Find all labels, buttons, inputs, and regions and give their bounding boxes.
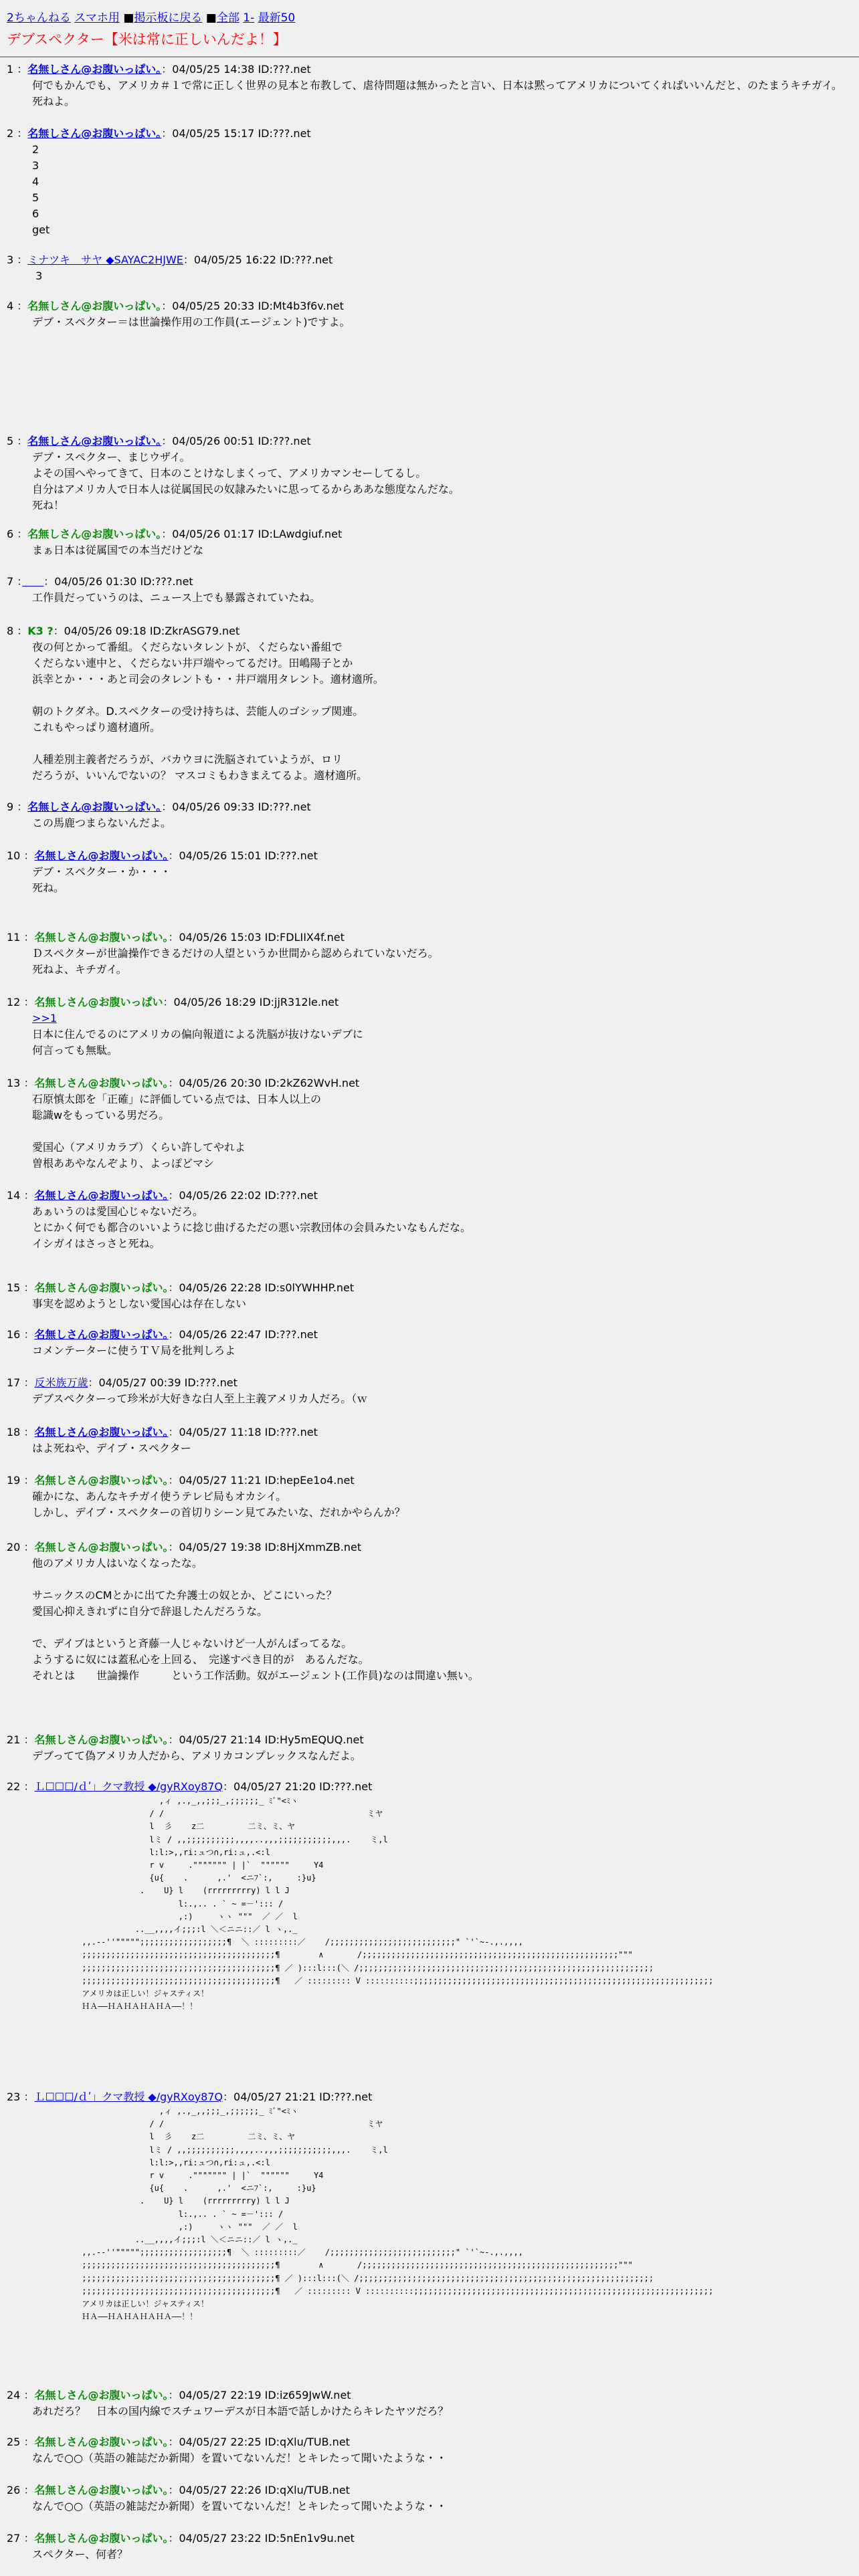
post-number[interactable]: 13 [7, 1077, 21, 1089]
reply-anchor-link[interactable]: >>1 [32, 1012, 57, 1025]
poster-name[interactable]: ミナツキ サヤ ◆SAYAC2HJWE [27, 253, 183, 266]
post-header: 25 ：名無しさん@お腹いっぱい。：04/05/27 22:25 ID:qXlu/TUB.net [7, 2436, 350, 2448]
post-header: 13 ：名無しさん@お腹いっぱい。：04/05/26 20:30 ID:2kZ62WvH.net [7, 1077, 360, 1089]
post [7, 848, 852, 896]
post-header: 23 ：Ｌ☐☐☐/ｄʹ」クマ教授 ◆/gyRXoy87Q：04/05/27 21:21 ID:???.net [7, 2090, 373, 2103]
post-meta: ：04/05/26 15:01 ID:???.net [168, 849, 318, 862]
post-header: 10 ：名無しさん@お腹いっぱい。：04/05/26 15:01 ID:???.net [7, 849, 318, 862]
post-header: 8 ：K3 ?：04/05/26 09:18 ID:ZkrASG79.net [7, 625, 240, 637]
range-link[interactable]: 1- [243, 11, 255, 25]
poster-name: K3 ? [27, 625, 54, 637]
post-number[interactable]: 14 [7, 1189, 21, 1202]
post-meta: ：04/05/26 09:18 ID:ZkrASG79.net [53, 625, 240, 637]
post [7, 1424, 852, 1457]
post-header: 1 ：名無しさん@お腹いっぱい。：04/05/25 14:38 ID:???.net [7, 63, 311, 76]
post-meta: ：04/05/26 22:47 ID:???.net [168, 1328, 318, 1341]
poster-name: 名無しさん@お腹いっぱい。 [27, 300, 162, 312]
post-header: 18 ：名無しさん@お腹いっぱい。：04/05/27 11:18 ID:???.net [7, 1426, 318, 1438]
divider [0, 56, 859, 58]
post-body: スペクター、何者？ [32, 2548, 128, 2561]
post-number[interactable]: 11 [7, 931, 21, 944]
site-link[interactable]: 2ちゃんねる [7, 11, 71, 25]
poster-name[interactable]: 名無しさん@お腹いっぱい。 [27, 800, 162, 813]
post-meta: ：04/05/27 21:21 ID:???.net [223, 2090, 373, 2103]
poster-name: 名無しさん@お腹いっぱい。 [34, 931, 169, 944]
post-body: この馬鹿つまらないんだよ。 [32, 817, 172, 829]
post-number[interactable]: 12 [7, 996, 21, 1008]
post-body: 3 [32, 270, 43, 282]
post-header: 19 ：名無しさん@お腹いっぱい。：04/05/27 11:21 ID:hepEe1o4.net [7, 1474, 355, 1487]
ascii-art: ,ィ ,.,_,,;;;_,;;;;;;_ ﾐﾞ"<ﾐヽ / / ミヤ l 彡 z二 二ミ、ミ、ヤ lミ / ,,;;;;;;;;;;,,,,..,,,;;;;;;;;;;;,,,. ミ,l l:l:>,,ri:ュつ∩,ri:ュ,.<:l r v .""""""" | |` """""" Y4 {u{ . ,.' <ニﾌ`:, :}u} . U} l (rrrrrrrrry) l l J l:.,.. . ` ~ =－'::: / ,:) ヽヽ """ ／ ／ l ..__,,,,イ;;;:l ＼＜ニニ::／ l ヽ,._ ,,.--''""""";;;;;;;;;;;;;;;;;;¶ ＼ :::::::::／ /;;;;;;;;;;;;;;;;;;;;;;;;;;" `'`~-.,.,,,, ;;;;;;;;;;;;;;;;;;;;;;;;;;;;;;;;;;;;;;;;¶ ∧ /;;;;;;;;;;;;;;;;;;;;;;;;;;;;;;;;;;;;;;;;;;;;;;;;;;;;;""" ;;;;;;;;;;;;;;;;;;;;;;;;;;;;;;;;;;;;;;;;¶ ／ ):::l:::(＼ /;;;;;;;;;;;;;;;;;;;;;;;;;;;;;;;;;;;;;;;;;;;;;;;;;;;;;;;;;;;;; ;;;;;;;;;;;;;;;;;;;;;;;;;;;;;;;;;;;;;;;;¶ ／ ::::::::: V ::::::::::;;;;;;;;;;;;;;;;;;;;;;;;;;;;;;;;;;;;;;;;;;;;;;;;;;;;;;;;;;;;;; アメリカは正しい！ジャスティス！ ＨＡ――ＨＡＨＡＨＡＨＡ――！！ [82, 2107, 714, 2322]
poster-name: 名無しさん@お腹いっぱい。 [34, 1281, 169, 1294]
post-body: 確かにな、あんなキチガイ使うテレビ局もオカシイ。 しかし、デイブ・スペクターの首切りシーン見てみたいな、だれかやらんか？ [32, 1490, 405, 1519]
poster-name: 名無しさん@お腹いっぱい。 [34, 2484, 169, 2496]
post-number[interactable]: 5 [7, 435, 14, 447]
post-body: 工作員だっていうのは、ニュース上でも暴露されていたね。 [32, 591, 321, 604]
thread-title: デブスペクター【米は常に正しいんだよ！】 [7, 31, 287, 47]
post [7, 1375, 852, 1407]
poster-name: 名無しさん@お腹いっぱい。 [34, 1541, 169, 1553]
post-header: 2 ：名無しさん@お腹いっぱい。：04/05/25 15:17 ID:???.net [7, 127, 311, 140]
post-meta: ：04/05/25 16:22 ID:???.net [183, 253, 333, 266]
post-body: まぁ日本は従属国での本当だけどな [32, 544, 204, 556]
post-header: 11 ：名無しさん@お腹いっぱい。：04/05/26 15:03 ID:FDLIIX4f.net [7, 931, 345, 944]
post-number[interactable]: 17 [7, 1376, 21, 1389]
post-meta: ：04/05/25 15:17 ID:???.net [161, 127, 311, 140]
post-meta: ：04/05/27 23:22 ID:5nEn1v9u.net [168, 2532, 355, 2545]
latest-50-link[interactable]: 最新50 [258, 11, 296, 25]
post-header: 12 ：名無しさん@お腹いっぱい：04/05/26 18:29 ID:jjR312le.net [7, 996, 339, 1008]
post-header: 9 ：名無しさん@お腹いっぱい。：04/05/26 09:33 ID:???.net [7, 800, 311, 813]
post-meta: ：04/05/26 00:51 ID:???.net [161, 435, 311, 447]
post-meta: ：04/05/26 18:29 ID:jjR312le.net [163, 996, 339, 1008]
post-body: あれだろ？ 日本の国内線でスチュワーデスが日本語で話しかけたらキレたヤツだろ？ [32, 2405, 449, 2418]
post-number[interactable]: 4 [7, 300, 14, 312]
post-meta: ：04/05/27 22:26 ID:qXlu/TUB.net [168, 2484, 350, 2496]
post-number[interactable]: 2 [7, 127, 14, 140]
post-header: 15 ：名無しさん@お腹いっぱい。：04/05/26 22:28 ID:s0lYWHHP.net [7, 1281, 355, 1294]
post-number[interactable]: 16 [7, 1328, 21, 1341]
poster-name[interactable]: 名無しさん@お腹いっぱい。 [34, 1426, 169, 1438]
post-number[interactable]: 9 [7, 800, 14, 813]
post-header: 16 ：名無しさん@お腹いっぱい。：04/05/26 22:47 ID:???.net [7, 1328, 318, 1341]
post-number[interactable]: 19 [7, 1474, 21, 1487]
poster-name[interactable]: 名無しさん@お腹いっぱい。 [27, 435, 162, 447]
post-header: 14 ：名無しさん@お腹いっぱい。：04/05/26 22:02 ID:???.net [7, 1189, 318, 1202]
post-meta: ：04/05/27 21:20 ID:???.net [223, 1780, 373, 1793]
post-body: デブスペクターって珍米が大好きな白人至上主義アメリカ人だろ。（ｗ [32, 1392, 368, 1405]
post-number[interactable]: 22 [7, 1780, 21, 1793]
post-number[interactable]: 7 [7, 575, 14, 588]
post [7, 1732, 852, 1764]
post-number[interactable]: 20 [7, 1541, 21, 1553]
post-body: デブ・スペクター＝は世論操作用の工作員(エージェント)ですよ。 [32, 316, 351, 328]
post-number[interactable]: 21 [7, 1733, 21, 1746]
post-header: 26 ：名無しさん@お腹いっぱい。：04/05/27 22:26 ID:qXlu/TUB.net [7, 2484, 350, 2496]
poster-name[interactable]: 名無しさん@お腹いっぱい。 [34, 1189, 169, 1202]
post [7, 1188, 852, 1252]
post [7, 799, 852, 831]
poster-name[interactable] [22, 575, 43, 588]
post [7, 1280, 852, 1312]
post-number[interactable]: 26 [7, 2484, 21, 2496]
poster-name: 名無しさん@お腹いっぱい [34, 996, 163, 1008]
post [7, 526, 852, 558]
post-body: コメンテーターに使うＴＶ局を批判しろよ [32, 1344, 236, 1357]
post-meta: ：04/05/26 22:28 ID:s0lYWHHP.net [168, 1281, 355, 1294]
poster-name[interactable]: 名無しさん@お腹いっぱい。 [34, 1328, 169, 1341]
post [7, 2089, 852, 2323]
poster-name[interactable]: 名無しさん@お腹いっぱい。 [27, 127, 162, 140]
post [7, 1075, 852, 1172]
post [7, 1539, 852, 1684]
post [7, 930, 852, 978]
post-number[interactable]: 15 [7, 1281, 21, 1294]
post-number[interactable]: 10 [7, 849, 21, 862]
poster-name[interactable]: 名無しさん@お腹いっぱい。 [34, 849, 169, 862]
poster-name: 名無しさん@お腹いっぱい。 [34, 1733, 169, 1746]
poster-name: 名無しさん@お腹いっぱい。 [27, 528, 162, 540]
post-body: あぁいうのは愛国心じゃないだろ。 とにかく何でも都合のいいように捻じ曲げるただの悪い宗教団体の会員みたいなもんだな。 イシガイはさっさと死ね。 [32, 1205, 472, 1250]
post-body: デブってて偽アメリカ人だから、アメリカコンプレックスなんだよ。 [32, 1749, 361, 1762]
post [7, 2387, 852, 2420]
post [7, 2434, 852, 2466]
post-header: 24 ：名無しさん@お腹いっぱい。：04/05/27 22:19 ID:iz659JwW.net [7, 2389, 351, 2401]
poster-name: 名無しさん@お腹いっぱい。 [34, 1077, 169, 1089]
post-header: 5 ：名無しさん@お腹いっぱい。：04/05/26 00:51 ID:???.net [7, 435, 311, 447]
post-meta: ：04/05/25 20:33 ID:Mt4b3f6v.net [161, 300, 344, 312]
post-header: 27 ：名無しさん@お腹いっぱい。：04/05/27 23:22 ID:5nEn1v9u.net [7, 2532, 355, 2545]
post-meta: ：04/05/26 09:33 ID:???.net [161, 800, 311, 813]
poster-name: 名無しさん@お腹いっぱい。 [34, 2532, 169, 2545]
post-meta: ：04/05/27 00:39 ID:???.net [88, 1376, 237, 1389]
post [7, 298, 852, 330]
poster-name[interactable]: 名無しさん@お腹いっぱい。 [27, 63, 162, 76]
post [7, 2531, 852, 2563]
post-number[interactable]: 18 [7, 1426, 21, 1438]
ascii-art: ,ィ ,.,_,,;;;_,;;;;;;_ ﾐﾞ"<ﾐヽ / / ミヤ l 彡 z二 二ミ、ミ、ヤ lミ / ,,;;;;;;;;;;,,,,..,,,;;;;;;;;;;;,,,. ミ,l l:l:>,,ri:ュつ∩,ri:ュ,.<:l r v .""""""" | |` """""" Y4 {u{ . ,.' <ニﾌ`:, :}u} . U} l (rrrrrrrrry) l l J l:.,.. . ` ~ =－'::: / ,:) ヽヽ """ ／ ／ l ..__,,,,イ;;;:l ＼＜ニニ::／ l ヽ,._ ,,.--''""""";;;;;;;;;;;;;;;;;;¶ ＼ :::::::::／ /;;;;;;;;;;;;;;;;;;;;;;;;;;" `'`~-.,.,,,, ;;;;;;;;;;;;;;;;;;;;;;;;;;;;;;;;;;;;;;;;¶ ∧ /;;;;;;;;;;;;;;;;;;;;;;;;;;;;;;;;;;;;;;;;;;;;;;;;;;;;;""" ;;;;;;;;;;;;;;;;;;;;;;;;;;;;;;;;;;;;;;;;¶ ／ ):::l:::(＼ /;;;;;;;;;;;;;;;;;;;;;;;;;;;;;;;;;;;;;;;;;;;;;;;;;;;;;;;;;;;;; ;;;;;;;;;;;;;;;;;;;;;;;;;;;;;;;;;;;;;;;;¶ ／ ::::::::: V ::::::::::;;;;;;;;;;;;;;;;;;;;;;;;;;;;;;;;;;;;;;;;;;;;;;;;;;;;;;;;;;;;;; アメリカは正しい！ジャスティス！ ＨＡ――ＨＡＨＡＨＡＨＡ――！！ [82, 1796, 714, 2012]
post-meta: ：04/05/25 14:38 ID:???.net [161, 63, 311, 76]
poster-name: 名無しさん@お腹いっぱい。 [34, 2436, 169, 2448]
post-number[interactable]: 27 [7, 2532, 21, 2545]
post-header: 21 ：名無しさん@お腹いっぱい。：04/05/27 21:14 ID:Hy5mEQUQ.net [7, 1733, 364, 1746]
poster-name: 名無しさん@お腹いっぱい。 [34, 1474, 169, 1487]
post-meta: ：04/05/26 01:30 ID:???.net [43, 575, 193, 588]
post-body: 2 3 4 5 6 get [32, 143, 50, 236]
post-meta: ：04/05/26 22:02 ID:???.net [168, 1189, 318, 1202]
square-bullet: ■ [123, 11, 134, 25]
post-body: 事実を認めようとしない愛国心は存在しない [32, 1297, 247, 1310]
post-meta: ：04/05/26 15:03 ID:FDLIIX4f.net [168, 931, 345, 944]
poster-name[interactable]: Ｌ☐☐☐/ｄʹ」クマ教授 ◆/gyRXoy87Q [34, 1780, 223, 1793]
post-number[interactable]: 6 [7, 528, 14, 540]
post-body: デブ・スペクター・か・・・ 死ね。 [32, 865, 171, 894]
post-body: 他のアメリカ人はいなくなったな。 サニックスのCMとかに出てた弁護士の奴とか、どこにいった？ 愛国心抑えきれずに自分で辞退したんだろうな。 で、デイブはというと斉藤一人じゃないけど一人がんばってるな。 ようするに奴には蓋私心を上回る、 完遂すべき目的が あるんだな。 それとは 世論操作 という工作活動。奴がエージェント(工作員)なのは間違い無い。 [32, 1557, 479, 1682]
post-number[interactable]: 23 [7, 2090, 21, 2103]
post-meta: ：04/05/27 22:19 ID:iz659JwW.net [168, 2389, 351, 2401]
post-body: はよ死ねや、デイブ・スペクター [32, 1442, 191, 1455]
post-body: なんで○○（英語の雑誌だか新聞）を置いてないんだ！とキレたって聞いたような・・ [32, 2452, 447, 2464]
post [7, 1327, 852, 1359]
post-header: 3 ：ミナツキ サヤ ◆SAYAC2HJWE：04/05/25 16:22 ID:???.net [7, 253, 333, 266]
post-meta: ：04/05/27 21:14 ID:Hy5mEQUQ.net [168, 1733, 364, 1746]
post-number[interactable]: 3 [7, 253, 14, 266]
top-nav [7, 9, 295, 27]
poster-name[interactable]: Ｌ☐☐☐/ｄʹ」クマ教授 ◆/gyRXoy87Q [34, 2090, 223, 2103]
post [7, 252, 852, 284]
post-body: デブ・スペクター、まじウザイ。 よその国へやってきて、日本のことけなしまくって、アメリカマンセーしてるし。 自分はアメリカ人で日本人は従属国民の奴隷みたいに思ってるからああな態度なんだな。 死ね！ [32, 451, 460, 512]
post-body: 何でもかんでも、アメリカ＃１で常に正しく世界の見本と布教して、虐待問題は無かったと言い、日本は黙ってアメリカについてくればいいんだと、のたまうキチガイ。 死ねよ。 [32, 79, 842, 108]
post-number[interactable]: 24 [7, 2389, 21, 2401]
post-meta: ：04/05/27 19:38 ID:8HjXmmZB.net [168, 1541, 362, 1553]
post-meta: ：04/05/27 22:25 ID:qXlu/TUB.net [168, 2436, 350, 2448]
post-header: 6 ：名無しさん@お腹いっぱい。：04/05/26 01:17 ID:LAwdgiuf.net [7, 528, 343, 540]
post-body: 日本に住んでるのにアメリカの偏向報道による洗脳が抜けないデブに 何言っても無駄。 [32, 1028, 363, 1057]
post-header: 17 ：反米族万歳：04/05/27 00:39 ID:???.net [7, 1376, 237, 1389]
post [7, 126, 852, 238]
post-body: 石原慎太郎を「正確」に評価している点では、日本人以上の 聡識wをもっている男だろ。 愛国心（アメリカラブ）くらい許してやれよ 曽根ああやなんぞより、よっぽどマシ [32, 1093, 322, 1170]
post [7, 623, 852, 784]
mobile-link[interactable]: スマホ用 [74, 11, 120, 25]
post [7, 433, 852, 514]
square-bullet: ■ [205, 11, 217, 25]
post-header: 22 ：Ｌ☐☐☐/ｄʹ」クマ教授 ◆/gyRXoy87Q：04/05/27 21:20 ID:???.net [7, 1780, 373, 1793]
post-body: なんで○○（英語の雑誌だか新聞）を置いてないんだ！とキレたって聞いたような・・ [32, 2500, 447, 2512]
post-meta: ：04/05/26 20:30 ID:2kZ62WvH.net [168, 1077, 360, 1089]
post-number[interactable]: 1 [7, 63, 14, 76]
post [7, 994, 852, 1059]
post [7, 2482, 852, 2514]
post-meta: ：04/05/26 01:17 ID:LAwdgiuf.net [161, 528, 343, 540]
post [7, 62, 852, 110]
post-number[interactable]: 8 [7, 625, 14, 637]
post-header: 20 ：名無しさん@お腹いっぱい。：04/05/27 19:38 ID:8HjXmmZB.net [7, 1541, 362, 1553]
back-to-board-link[interactable]: 掲示板に戻る [134, 11, 203, 25]
post-meta: ：04/05/27 11:18 ID:???.net [168, 1426, 318, 1438]
post-header: 4 ：名無しさん@お腹いっぱい。：04/05/25 20:33 ID:Mt4b3f6v.net [7, 300, 344, 312]
post [7, 1473, 852, 1521]
post [7, 574, 852, 606]
poster-name[interactable]: 反米族万歳 [34, 1376, 88, 1389]
post-meta: ：04/05/27 11:21 ID:hepEe1o4.net [168, 1474, 355, 1487]
post-body: Ｄスペクターが世論操作できるだけの人望というか世間から認められていないだろ。 死ねよ、キチガイ。 [32, 947, 439, 976]
all-posts-link[interactable]: 全部 [216, 11, 240, 25]
post-body: 夜の何とかって番組。くだらないタレントが、くだらない番組で くだらない連中と、くだらない井戸端やってるだけ。田嶋陽子とか 浜幸とか・・・あと司会のタレントも・・井戸端用タレント。適材適所。 朝のトクダネ。D.スペクターの受け持ちは、芸能人のゴシップ関連。 これもやっぱり適材適所。 人種差別主義者だろうが、バカウヨに洗脳されていようが、ロリ だろうが、いいんでないの？ マスコミもわきまえてるよ。適材適所。 [32, 641, 384, 782]
poster-name: 名無しさん@お腹いっぱい。 [34, 2389, 169, 2401]
post-number[interactable]: 25 [7, 2436, 21, 2448]
post [7, 1779, 852, 2013]
post-header: 7 ： ：04/05/26 01:30 ID:???.net [7, 575, 193, 588]
